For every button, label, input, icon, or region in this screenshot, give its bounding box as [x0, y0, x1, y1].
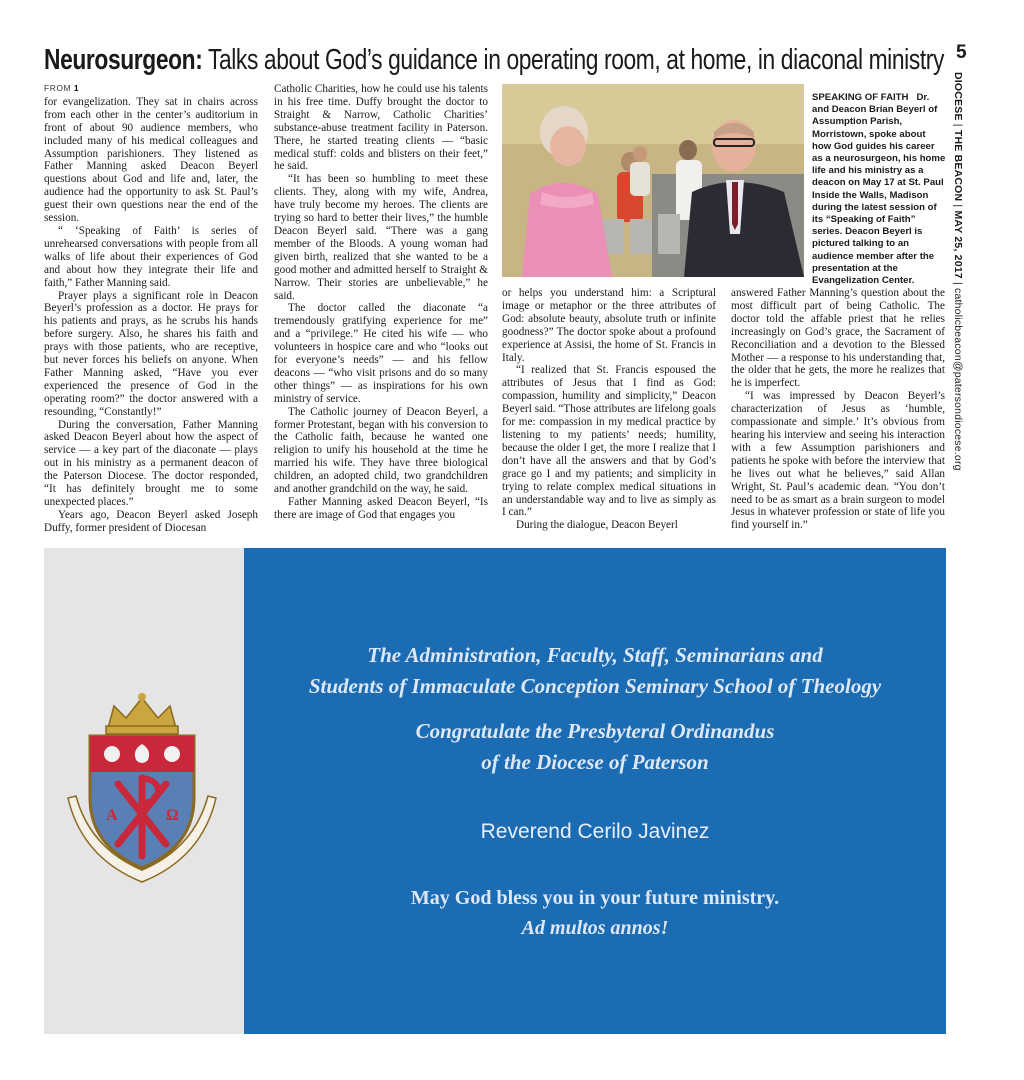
- paragraph: or helps you understand him: a Scriptural image or metaphor or the three attributes of God: absolute beauty, absolute truth or infinite goodness?” The doctor spoke about a profound experience at Assisi, the home of St. Francis in Italy.: [502, 287, 716, 364]
- seminary-crest: [62, 688, 222, 888]
- article-column-1: [44, 82, 258, 535]
- article-column-4: [731, 287, 945, 532]
- ad-multos: Ad multos annos!: [521, 917, 669, 939]
- headline-bold: Neurosurgeon:: [44, 44, 203, 76]
- ad-line-2: Students of Immaculate Conception Seminary School of Theology: [308, 674, 882, 698]
- paragraph: The Catholic journey of Deacon Beyerl, a former Protestant, began with his conversion to the Catholic faith, because he wanted one religion to unify his household at the time he married his wife. They have three biological children, an adopted child, two grandchildren and another grandchild on the way, he said.: [274, 405, 488, 496]
- paragraph: Prayer plays a significant role in Deacon Beyerl’s profession as a doctor. He prays for his patients and prays, as he scrubs his hands before surgery. Also, he shares his faith and prays with those patients, who are receptive, but never forces his beliefs on anyone. When Father Manning asked, “Have you ever experienced the presence of God in the operating room?” the doctor answered with a resounding, “Constantly!”: [44, 289, 258, 418]
- article-photo: [502, 84, 804, 277]
- ad-name: Reverend Cerilo Javinez: [480, 820, 710, 843]
- side-web: catholicbeacon@patersondiocese.org: [952, 288, 964, 471]
- side-date: MAY 25, 2017: [952, 210, 964, 279]
- ad-line-4: of the Diocese of Paterson: [481, 750, 709, 774]
- ad-bless: May God bless you in your future ministry.: [410, 887, 780, 909]
- jump-from: FROM 1: [44, 83, 80, 93]
- article-column-2: [274, 83, 488, 522]
- paragraph: Father Manning asked Deacon Beyerl, “Is there are image of God that engages you: [274, 496, 488, 521]
- paragraph: Years ago, Deacon Beyerl asked Joseph Duffy, former president of Diocesan: [44, 508, 258, 534]
- caption-label: SPEAKING OF FAITH: [812, 92, 909, 103]
- paragraph: Catholic Charities, how he could use his talents in his free time. Duffy brought the doctor to Straight & Narrow, Catholic Charities’ substance-abuse treatment facility in Paterson. There, he started treating clients — “basic medical stuff: colds and blisters on their feet,” he said.: [274, 83, 488, 173]
- paragraph: The doctor called the diaconate “a tremendously gratifying experience for me” and a “privilege.” He cited his wife — who volunteers in hospice care and who “looks out for everyone’s needs” — and his fellow deacons — “who visit prisons and do so many other things” — as inspirations for his own ministry of service.: [274, 302, 488, 405]
- side-paper: THE BEACON: [952, 129, 964, 202]
- paragraph: During the conversation, Father Manning asked Deacon Beyerl about how the aspect of service — a key part of the diaconate — plays out in his ministry as a permanent deacon of the Paterson Diocese. The doctor responded, “It has definitely brought me to some unexpected places.”: [44, 418, 258, 508]
- paragraph: “I was impressed by Deacon Beyerl’s characterization of Jesus as ‘humble, compassionate and simple.’ It’s obvious from hearing his interview and seeing his interaction with a few Assumption parishioners and patients he spoke with before the interview that he lives out what he believes,” said Allan Wright, St. Paul’s academic dean. “You don’t need to be as smart as a brain surgeon to model Jesus in whatever profession or state of life you find yourself in.”: [731, 390, 945, 532]
- article-column-3: [502, 287, 716, 532]
- svg-text:Ω: Ω: [166, 807, 179, 824]
- paragraph: During the dialogue, Deacon Beyerl: [516, 519, 678, 532]
- page-number: 5: [956, 42, 967, 63]
- paragraph: for evangelization. They sat in chairs across from each other in the center’s auditorium in front of about 90 audience members, who included many of his medical colleagues and Assumption parishioners. They listened as Father Manning asked Deacon Beyerl questions about God and life and, later, the audience had the opportunity to ask St. Paul’s guest their own questions near the end of the session.: [44, 95, 258, 225]
- caption-text: Dr. and Deacon Brian Beyerl of Assumption Parish, Morristown, spoke about how God guides his career as a neurosurgeon, his home life and his ministry as a deacon on May 17 at St. Paul Inside the Walls, Madison during the latest session of its “Speaking of Faith” series. Deacon Beyerl is pictured talking to an audience member after the presentation at the Evangelization Center.: [812, 92, 946, 287]
- headline: [44, 40, 945, 80]
- svg-text:A: A: [106, 807, 118, 824]
- photo-caption: [812, 92, 946, 287]
- ad-line-1: The Administration, Faculty, Staff, Seminarians and: [367, 643, 823, 667]
- paragraph: “It has been so humbling to meet these clients. They, along with my wife, Andrea, have truly become my heroes. The clients are trying so hard to better their lives,” the humble Deacon Beyerl said. “There was a gang member of the Bloods. A young woman had given birth, realized that she wanted to be a good mother and admitted herself to Straight & Narrow. Their stories are unbelievable,” he said.: [274, 173, 488, 302]
- paragraph: “I realized that St. Francis espoused the attributes of Jesus that I find as God: compassion, humility and simplicity,” Deacon Beyerl said. “Those attributes are lifelong goals for me: compassion in my medical practice by listening to my patients’ needs; humility, because the older I get, the more I realize that I don’t have all the answers and that by God’s grace go I and my patients; and simplicity in trying to relate complex medical situations in an understandable way and to live as simply as I can.”: [502, 364, 716, 519]
- headline-rest: Talks about God’s guidance in operating room, at home, in diaconal ministry: [207, 44, 945, 76]
- ad-blue-panel: [244, 548, 946, 1034]
- paragraph: “ ‘Speaking of Faith’ is series of unrehearsed conversations with people from all walks of life about their experiences of God and about how they integrate their life and faith,” Father Manning said.: [44, 224, 258, 289]
- side-section: DIOCESE: [952, 72, 964, 121]
- ad-line-3: Congratulate the Presbyteral Ordinandus: [415, 719, 775, 743]
- paragraph: answered Father Manning’s question about the most difficult part of being Catholic. The doctor told the affable priest that he relies increasingly on God’s grace, the Sacrament of Reconciliation and a devotion to the Blessed Mother — a response to his understanding that, the older that he gets, the more he realizes that he is imperfect.: [731, 287, 945, 390]
- side-masthead: DIOCESE | THE BEACON | MAY 25, 2017 | catholicbeacon@patersondiocese.org: [952, 72, 964, 471]
